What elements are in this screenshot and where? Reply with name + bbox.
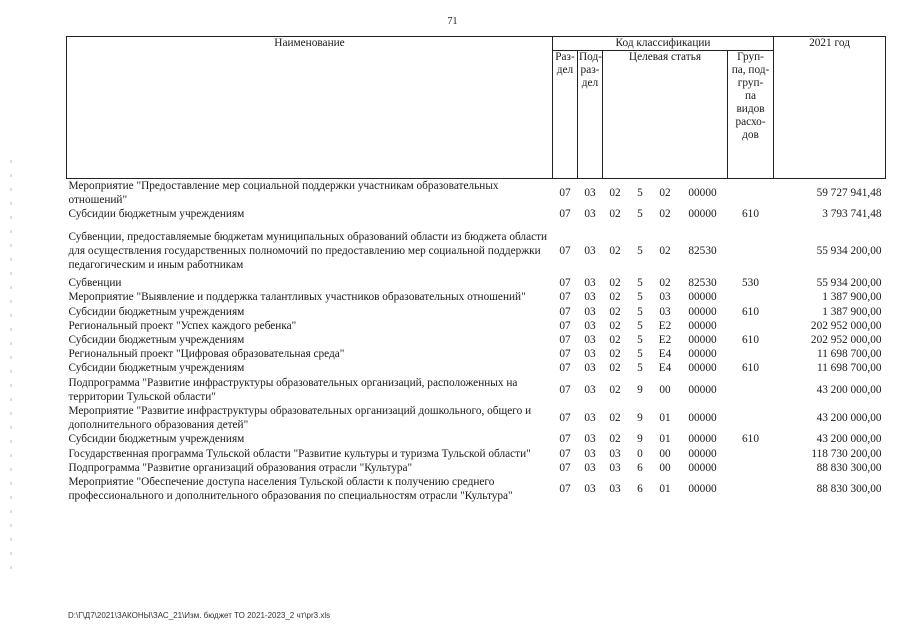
code-expense-type: 610: [742, 305, 759, 318]
code-direction: 00000: [688, 483, 717, 496]
file-path-footer: D:\Г\Д7\2021\ЗАКОНЫ\ЗАС_21\Изм. бюджет ТО 2021-2023_2 чт\pr3.xls: [68, 611, 331, 620]
code-measure: 02: [659, 208, 671, 221]
row-name: Подпрограмма "Развитие инфраструктуры образовательных организаций, расположенных на территории Тульской области": [68, 376, 518, 403]
code-direction: 82530: [688, 277, 717, 290]
row-amount: 43 200 000,00: [816, 412, 882, 425]
row-amount: 55 934 200,00: [816, 244, 882, 257]
code-expense-type: [728, 461, 774, 475]
code-subsection: 03: [584, 319, 596, 332]
header-target: Целевая статья: [603, 51, 728, 179]
code-subprogram: 5: [637, 334, 643, 347]
code-section: 07: [559, 461, 571, 474]
code-direction: 82530: [688, 244, 717, 257]
code-program: 02: [609, 244, 621, 257]
row-amount: 118 730 200,00: [811, 447, 882, 460]
table-row: [67, 207, 886, 221]
code-section: 07: [559, 412, 571, 425]
code-program: 03: [609, 447, 621, 460]
row-name: Мероприятие "Развитие инфраструктуры образовательных организаций дошкольного, общего и дополнительного образования детей": [68, 405, 532, 432]
code-measure: 01: [659, 483, 671, 496]
code-section: 07: [559, 348, 571, 361]
code-expense-type: [728, 376, 774, 404]
code-subsection: 03: [584, 348, 596, 361]
code-section: 07: [559, 291, 571, 304]
code-expense-type: [728, 222, 774, 273]
code-section: 07: [559, 277, 571, 290]
code-program: 02: [609, 433, 621, 446]
page-number: 71: [447, 16, 458, 27]
code-program: 02: [609, 362, 621, 375]
code-subsection: 03: [584, 277, 596, 290]
code-subsection: 03: [584, 334, 596, 347]
code-direction: 00000: [688, 319, 717, 332]
row-name: Государственная программа Тульской области "Развитие культуры и туризма Тульской области": [68, 447, 531, 460]
table-row: [67, 319, 886, 333]
row-amount: 43 200 000,00: [816, 433, 882, 446]
code-subprogram: 6: [637, 461, 643, 474]
code-subprogram: 6: [637, 483, 643, 496]
code-expense-type: [728, 179, 774, 208]
code-program: 02: [609, 291, 621, 304]
code-measure: E4: [658, 362, 672, 375]
code-section: 07: [559, 305, 571, 318]
table-row: [67, 432, 886, 446]
code-direction: 00000: [688, 447, 717, 460]
code-measure: 03: [659, 305, 671, 318]
code-subsection: 03: [584, 208, 596, 221]
code-subsection: 03: [584, 362, 596, 375]
code-section: 07: [559, 244, 571, 257]
code-direction: 00000: [688, 291, 717, 304]
code-program: 02: [609, 187, 621, 200]
code-expense-type: [728, 475, 774, 503]
code-measure: 03: [659, 291, 671, 304]
row-name: Мероприятие "Обеспечение доступа населения Тульской области к получению среднего профессионального и дополнительного образования по специальностям отрасли "Культура": [68, 476, 513, 503]
code-section: 07: [559, 433, 571, 446]
code-subprogram: 5: [637, 362, 643, 375]
code-subprogram: 5: [637, 277, 643, 290]
row-name: Субсидии бюджетным учреждениям: [68, 433, 245, 446]
table-row: [67, 179, 886, 208]
code-subsection: 03: [584, 433, 596, 446]
code-expense-type: 610: [742, 334, 759, 347]
code-section: 07: [559, 383, 571, 396]
code-expense-type: 610: [742, 362, 759, 375]
code-expense-type: [728, 447, 774, 461]
code-subsection: 03: [584, 483, 596, 496]
margin-scan-marks: [10, 160, 12, 580]
row-amount: 43 200 000,00: [816, 383, 882, 396]
row-name: Субвенции, предоставляемые бюджетам муниципальных образований области из бюджета области для осуществления государственных полномочий по предоставлению мер социальной поддержки педагогическим и иным работникам: [68, 230, 548, 272]
budget-table: [66, 36, 886, 503]
code-subsection: 03: [584, 447, 596, 460]
code-measure: 00: [659, 447, 671, 460]
code-subprogram: 5: [637, 348, 643, 361]
row-amount: 88 830 300,00: [816, 483, 882, 496]
code-program: 02: [609, 208, 621, 221]
table-row: [67, 404, 886, 432]
table-body: [67, 179, 886, 504]
code-subprogram: 5: [637, 305, 643, 318]
code-subsection: 03: [584, 187, 596, 200]
row-name: Региональный проект "Цифровая образовательная среда": [68, 348, 345, 361]
code-program: 02: [609, 383, 621, 396]
header-year: 2021 год: [774, 37, 886, 179]
code-expense-type: 610: [742, 433, 759, 446]
row-amount: 88 830 300,00: [816, 461, 882, 474]
code-section: 07: [559, 319, 571, 332]
code-section: 07: [559, 187, 571, 200]
row-amount: 59 727 941,48: [816, 187, 882, 200]
table-row: [67, 222, 886, 273]
table-row: [67, 461, 886, 475]
code-section: 07: [559, 483, 571, 496]
row-name: Субсидии бюджетным учреждениям: [68, 208, 245, 221]
row-amount: 1 387 900,00: [822, 305, 882, 318]
row-amount: 11 698 700,00: [816, 348, 882, 361]
row-name: Мероприятие "Выявление и поддержка талантливых участников образовательных отношений": [68, 291, 526, 304]
row-amount: 202 952 000,00: [810, 334, 882, 347]
code-measure: 00: [659, 383, 671, 396]
code-direction: 00000: [688, 305, 717, 318]
code-section: 07: [559, 334, 571, 347]
code-program: 02: [609, 319, 621, 332]
code-subprogram: 5: [637, 208, 643, 221]
code-program: 03: [609, 483, 621, 496]
code-expense-type: [728, 319, 774, 333]
code-expense-type: [728, 290, 774, 304]
code-subprogram: 5: [637, 244, 643, 257]
table-row: [67, 475, 886, 503]
code-program: 02: [609, 277, 621, 290]
budget-sheet: [66, 36, 885, 503]
header-section: Раз- дел: [553, 51, 578, 179]
code-section: 07: [559, 208, 571, 221]
code-subprogram: 5: [637, 319, 643, 332]
table-row: [67, 272, 886, 290]
row-name: Субсидии бюджетным учреждениям: [68, 305, 245, 318]
row-name: Мероприятие "Предоставление мер социальной поддержки участникам образовательных отношений": [68, 180, 499, 207]
code-expense-type: 610: [742, 208, 759, 221]
code-direction: 00000: [688, 208, 717, 221]
code-direction: 00000: [688, 461, 717, 474]
code-expense-type: [728, 347, 774, 361]
code-subprogram: 5: [637, 187, 643, 200]
code-measure: E4: [658, 348, 672, 361]
code-measure: E2: [658, 334, 672, 347]
code-measure: 01: [659, 433, 671, 446]
code-direction: 00000: [688, 348, 717, 361]
header-name: Наименование: [67, 37, 553, 179]
code-measure: 02: [659, 244, 671, 257]
code-subprogram: 9: [637, 383, 643, 396]
code-direction: 00000: [688, 412, 717, 425]
code-subsection: 03: [584, 291, 596, 304]
row-name: Субвенции: [68, 277, 122, 290]
row-name: Субсидии бюджетным учреждениям: [68, 362, 245, 375]
code-subprogram: 9: [637, 412, 643, 425]
code-section: 07: [559, 362, 571, 375]
row-amount: 1 387 900,00: [822, 291, 882, 304]
code-subprogram: 0: [637, 447, 643, 460]
code-program: 02: [609, 305, 621, 318]
code-subsection: 03: [584, 244, 596, 257]
code-program: 03: [609, 461, 621, 474]
row-amount: 55 934 200,00: [816, 277, 882, 290]
header-expense-group: Груп- па, под- груп- па видов расхо- дов: [728, 51, 774, 179]
code-direction: 00000: [688, 187, 717, 200]
table-row: [67, 347, 886, 361]
code-measure: 02: [659, 187, 671, 200]
table-row: [67, 290, 886, 304]
code-subprogram: 9: [637, 433, 643, 446]
row-amount: 3 793 741,48: [822, 208, 882, 221]
code-measure: 01: [659, 412, 671, 425]
code-measure: 02: [659, 277, 671, 290]
code-program: 02: [609, 334, 621, 347]
code-expense-type: 530: [742, 277, 759, 290]
code-program: 02: [609, 412, 621, 425]
code-program: 02: [609, 348, 621, 361]
code-subsection: 03: [584, 383, 596, 396]
row-amount: 11 698 700,00: [816, 362, 882, 375]
code-expense-type: [728, 404, 774, 432]
code-direction: 00000: [688, 383, 717, 396]
code-subprogram: 5: [637, 291, 643, 304]
table-row: [67, 305, 886, 319]
header-subsection: Под- раз- дел: [578, 51, 603, 179]
table-row: [67, 333, 886, 347]
code-measure: 00: [659, 461, 671, 474]
code-subsection: 03: [584, 412, 596, 425]
table-row: [67, 361, 886, 375]
code-section: 07: [559, 447, 571, 460]
row-name: Подпрограмма "Развитие организаций образования отрасли "Культура": [68, 461, 413, 474]
row-name: Субсидии бюджетным учреждениям: [68, 334, 245, 347]
table-row: [67, 447, 886, 461]
code-direction: 00000: [688, 433, 717, 446]
code-measure: E2: [658, 319, 672, 332]
code-subsection: 03: [584, 461, 596, 474]
code-direction: 00000: [688, 334, 717, 347]
header-classification: Код классификации: [553, 37, 774, 51]
code-direction: 00000: [688, 362, 717, 375]
row-name: Региональный проект "Успех каждого ребенка": [68, 319, 297, 332]
row-amount: 202 952 000,00: [810, 319, 882, 332]
table-row: [67, 376, 886, 404]
code-subsection: 03: [584, 305, 596, 318]
